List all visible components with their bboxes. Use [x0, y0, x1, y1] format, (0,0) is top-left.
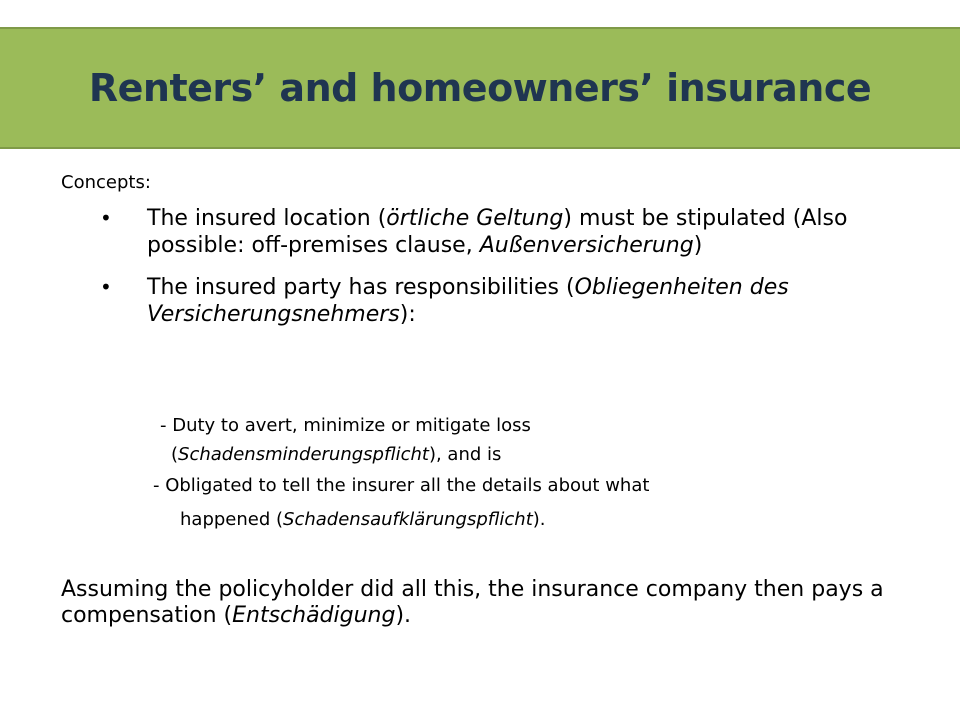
sub-item-duty: - Duty to avert, minimize or mitigate loss [160, 415, 531, 436]
text-run: ), and is [428, 444, 502, 465]
bullet-list [100, 205, 920, 343]
slide-title: Renters’ and homeowners’ insurance [88, 66, 872, 110]
german-term: örtliche Geltung [386, 206, 564, 231]
sub-item-obligation: - Obligated to tell the insurer all the details about what [153, 475, 650, 496]
closing-paragraph [61, 577, 911, 629]
text-run: ) must be stipulated (Also possible: off-premises clause, [147, 206, 848, 258]
german-term: Schadensaufklärungspflicht [283, 509, 533, 530]
bullet-marker: • [100, 275, 112, 299]
sub-item-duty-term [171, 443, 501, 467]
text-run: ). [395, 603, 412, 628]
german-term: Obliegenheiten des Versicherungsnehmers [147, 275, 789, 327]
bullet-marker: • [100, 206, 112, 230]
text-run: The insured party has responsibilities ( [147, 275, 575, 300]
text-run: Assuming the policyholder did all this, the insurance company then pays a compensation ( [61, 577, 884, 628]
german-term: Schadensminderungspflicht [178, 444, 429, 465]
german-term: Außenversicherung [479, 233, 694, 258]
bullet-text [147, 275, 789, 327]
text-run: happened ( [180, 509, 284, 530]
bullet-responsibilities [100, 274, 920, 328]
text-run: ) [693, 233, 703, 258]
text-run: ( [171, 444, 179, 465]
bullet-insured-location [100, 205, 920, 259]
text-run: The insured location ( [147, 206, 387, 231]
german-term: Entschädigung [232, 603, 396, 628]
text-run: ). [532, 509, 546, 530]
bullet-text [147, 206, 847, 258]
text-run: ): [399, 302, 416, 327]
title-bar [0, 27, 960, 149]
sub-item-obligation-term [180, 508, 546, 532]
concepts-label: Concepts: [61, 172, 151, 193]
